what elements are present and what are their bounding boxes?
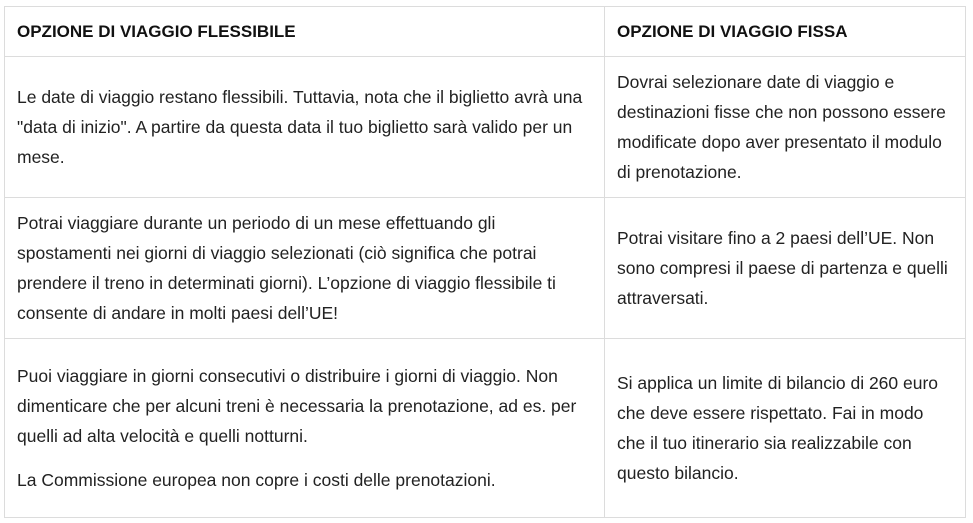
fixed-cell [605, 339, 966, 518]
table-row [5, 57, 966, 198]
fixed-cell [605, 57, 966, 198]
fixed-cell [605, 198, 966, 339]
table-header-row [5, 7, 966, 57]
header-fixed-option: OPZIONE DI VIAGGIO FISSA [605, 7, 966, 57]
comparison-table-container [4, 6, 965, 518]
cell-paragraph: Puoi viaggiare in giorni consecutivi o distribuire i giorni di viaggio. Non dimenticare che per alcuni treni è necessaria la prenotazione, ad es. per quelli ad alta velocità e quelli notturni. [17, 366, 577, 446]
cell-paragraph: Potrai visitare fino a 2 paesi dell’UE. Non sono compresi il paese di partenza e quelli attraversati. [617, 228, 948, 308]
header-flexible-option: OPZIONE DI VIAGGIO FLESSIBILE [5, 7, 605, 57]
cell-paragraph: Si applica un limite di bilancio di 260 euro che deve essere rispettato. Fai in modo che il tuo itinerario sia realizzabile con questo bilancio. [617, 373, 939, 483]
cell-paragraph: Le date di viaggio restano flessibili. Tuttavia, nota che il biglietto avrà una "data di inizio". A partire da questa data il tuo biglietto sarà valido per un mese. [17, 87, 583, 167]
table-row [5, 339, 966, 518]
cell-paragraph: Dovrai selezionare date di viaggio e destinazioni fisse che non possono essere modificate dopo aver presentato il modulo di prenotazione. [617, 72, 946, 182]
cell-paragraph: Potrai viaggiare durante un periodo di un mese effettuando gli spostamenti nei giorni di viaggio selezionati (ciò significa che potrai prendere il treno in determinati giorni). L’opzione di viaggio flessibile ti consente di andare in molti paesi dell’UE! [17, 213, 556, 323]
table-row [5, 198, 966, 339]
flexible-cell [5, 57, 605, 198]
flexible-cell [5, 339, 605, 518]
cell-paragraph: La Commissione europea non copre i costi delle prenotazioni. [17, 470, 496, 490]
flexible-cell [5, 198, 605, 339]
travel-options-table [4, 6, 966, 518]
